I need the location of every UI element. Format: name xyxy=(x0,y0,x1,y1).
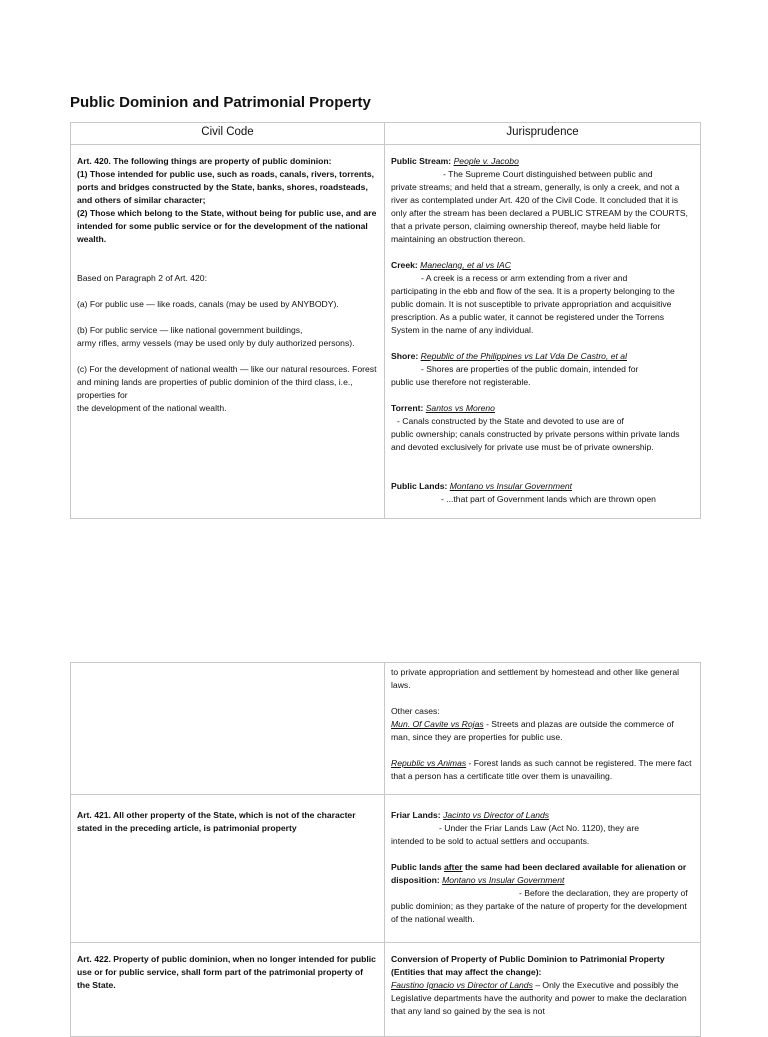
faustino-entry xyxy=(391,979,694,1018)
torrent-label: Torrent: xyxy=(391,403,424,413)
republic-animas-case: Republic vs Animas xyxy=(391,758,467,768)
header-jurisprudence: Jurisprudence xyxy=(385,123,701,145)
creek-case: Maneclang, et al vs IAC xyxy=(420,260,511,270)
art420-based: Based on Paragraph 2 of Art. 420: xyxy=(77,273,207,283)
public-lands-case: Montano vs Insular Government xyxy=(449,481,573,491)
cell-empty xyxy=(71,663,385,795)
cell-art422 xyxy=(71,943,385,1037)
art420-item2: (2) Those which belong to the State, without being for public use, and are intended for some public service or for the development of the national wealth. xyxy=(77,208,377,244)
public-stream-text2: private streams; and held that a stream, generally, is only a creek, and not a river as contemplated under Art. 420 of the Civil Code. It concluded that it is only after the stream has been declared a PUBLIC STREAM by the COURTS, that a private person, claiming ownership thereof, maybe held liable for maintaining an obstruction thereon. xyxy=(391,182,688,244)
conversion-heading: Conversion of Property of Public Dominion to Patrimonial Property (Entities that may affect the change): xyxy=(391,954,665,977)
art420-c2: the development of the national wealth. xyxy=(77,403,227,413)
creek-entry xyxy=(391,259,694,272)
art420-b2: army rifles, army vessels (may be used only by duly authorized persons). xyxy=(77,338,355,348)
art422-text: Art. 422. Property of public dominion, when no longer intended for public use or for public service, shall form part of the patrimonial property of the State. xyxy=(77,954,376,990)
art420-item1: (1) Those intended for public use, such as roads, canals, rivers, torrents, ports and bridges constructed by the State, banks, shores, roadsteads, and others of similar character; xyxy=(77,169,375,205)
art421-text: Art. 421. All other property of the State, which is not of the character stated in the preceding article, is patrimonial property xyxy=(77,810,356,833)
pl-text2: public dominion; as they partake of the nature of property for the development of the national wealth. xyxy=(391,901,687,924)
shore-text2: public use therefore not registerable. xyxy=(391,377,531,387)
shore-text1: - Shores are properties of the public domain, intended for xyxy=(421,364,639,374)
friar-lands-text1: - Under the Friar Lands Law (Act No. 1120), they are xyxy=(439,823,639,833)
other-cases-label: Other cases: xyxy=(391,706,440,716)
table-page-2 xyxy=(70,662,701,1037)
table-row xyxy=(71,145,701,519)
public-lands-label: Public Lands: xyxy=(391,481,448,491)
art420-a: (a) For public use — like roads, canals (may be used by ANYBODY). xyxy=(77,299,339,309)
cell-jurisprudence-420 xyxy=(385,145,701,519)
table-page-1 xyxy=(70,122,701,519)
continuation-text: to private appropriation and settlement by homestead and other like general laws. xyxy=(391,667,680,690)
table-row xyxy=(71,943,701,1037)
faustino-case: Faustino Ignacio vs Director of Lands xyxy=(391,980,533,990)
public-lands-after-entry xyxy=(391,861,694,887)
republic-animas-entry xyxy=(391,757,694,783)
creek-text1: - A creek is a recess or arm extending from a river and xyxy=(421,273,628,283)
art420-heading: Art. 420. The following things are property of public dominion: xyxy=(77,156,332,166)
cell-art420 xyxy=(71,145,385,519)
public-stream-entry xyxy=(391,155,694,168)
cell-art421 xyxy=(71,795,385,943)
pl-label-b: the same had been declared available for alienation or disposition: xyxy=(391,862,687,885)
table-row xyxy=(71,795,701,943)
table-header-row xyxy=(71,123,701,145)
public-lands-entry xyxy=(391,480,694,493)
mun-cavite-text: - Streets and plazas are outside the commerce of man, since they are properties for public use. xyxy=(391,719,674,742)
public-stream-text1: - The Supreme Court distinguished between public and xyxy=(443,169,653,179)
shore-entry xyxy=(391,350,694,363)
friar-lands-label: Friar Lands: xyxy=(391,810,441,820)
page-title: Public Dominion and Patrimonial Property xyxy=(70,94,371,111)
cell-continuation xyxy=(385,663,701,795)
faustino-text: – Only the Executive and possibly the Legislative departments have the authority and power to make the declaration that any land so gained by the sea is not xyxy=(391,980,687,1016)
mun-cavite-case: Mun. Of Cavite vs Rojas xyxy=(391,719,484,729)
friar-lands-entry xyxy=(391,809,694,822)
republic-animas-text: - Forest lands as such cannot be registered. The mere fact that a person has a certificate title over them is unavailing. xyxy=(391,758,692,781)
public-stream-label: Public Stream: xyxy=(391,156,452,166)
mun-cavite-entry xyxy=(391,718,694,744)
creek-label: Creek: xyxy=(391,260,418,270)
pl-label-after: after xyxy=(444,862,463,872)
table-row xyxy=(71,663,701,795)
shore-label: Shore: xyxy=(391,351,419,361)
pl-label-a: Public lands xyxy=(391,862,445,872)
friar-lands-case: Jacinto vs Director of Lands xyxy=(443,810,550,820)
friar-lands-text2: intended to be sold to actual settlers and occupants. xyxy=(391,836,590,846)
public-lands-text: - ...that part of Government lands which are thrown open xyxy=(441,494,656,504)
header-civil-code: Civil Code xyxy=(71,123,385,145)
shore-case: Republic of the Philippines vs Lat Vda De Castro, et al xyxy=(420,351,627,361)
public-stream-case: People v. Jacobo xyxy=(453,156,519,166)
cell-jurisprudence-421 xyxy=(385,795,701,943)
art420-b1: (b) For public service — like national government buildings, xyxy=(77,325,303,335)
creek-text2: participating in the ebb and flow of the sea. It is a property belonging to the public domain. It is not susceptible to private appropriation and acquisitive prescription. As a public water, it cannot be registered under the Torrens System in the name of any individual. xyxy=(391,286,675,335)
torrent-text2: public ownership; canals constructed by private persons within private lands and devoted exclusively for private use must be of private ownership. xyxy=(391,429,680,452)
torrent-text1: - Canals constructed by the State and devoted to use are of xyxy=(397,416,624,426)
cell-jurisprudence-422 xyxy=(385,943,701,1037)
art420-c1: (c) For the development of national wealth — like our natural resources. Forest and mining lands are properties of public dominion of the third class, i.e., properties for xyxy=(77,364,377,400)
torrent-entry xyxy=(391,402,694,415)
torrent-case: Santos vs Moreno xyxy=(425,403,495,413)
pl-case: Montano vs Insular Government xyxy=(442,875,565,885)
pl-text1: - Before the declaration, they are property of xyxy=(519,888,688,898)
